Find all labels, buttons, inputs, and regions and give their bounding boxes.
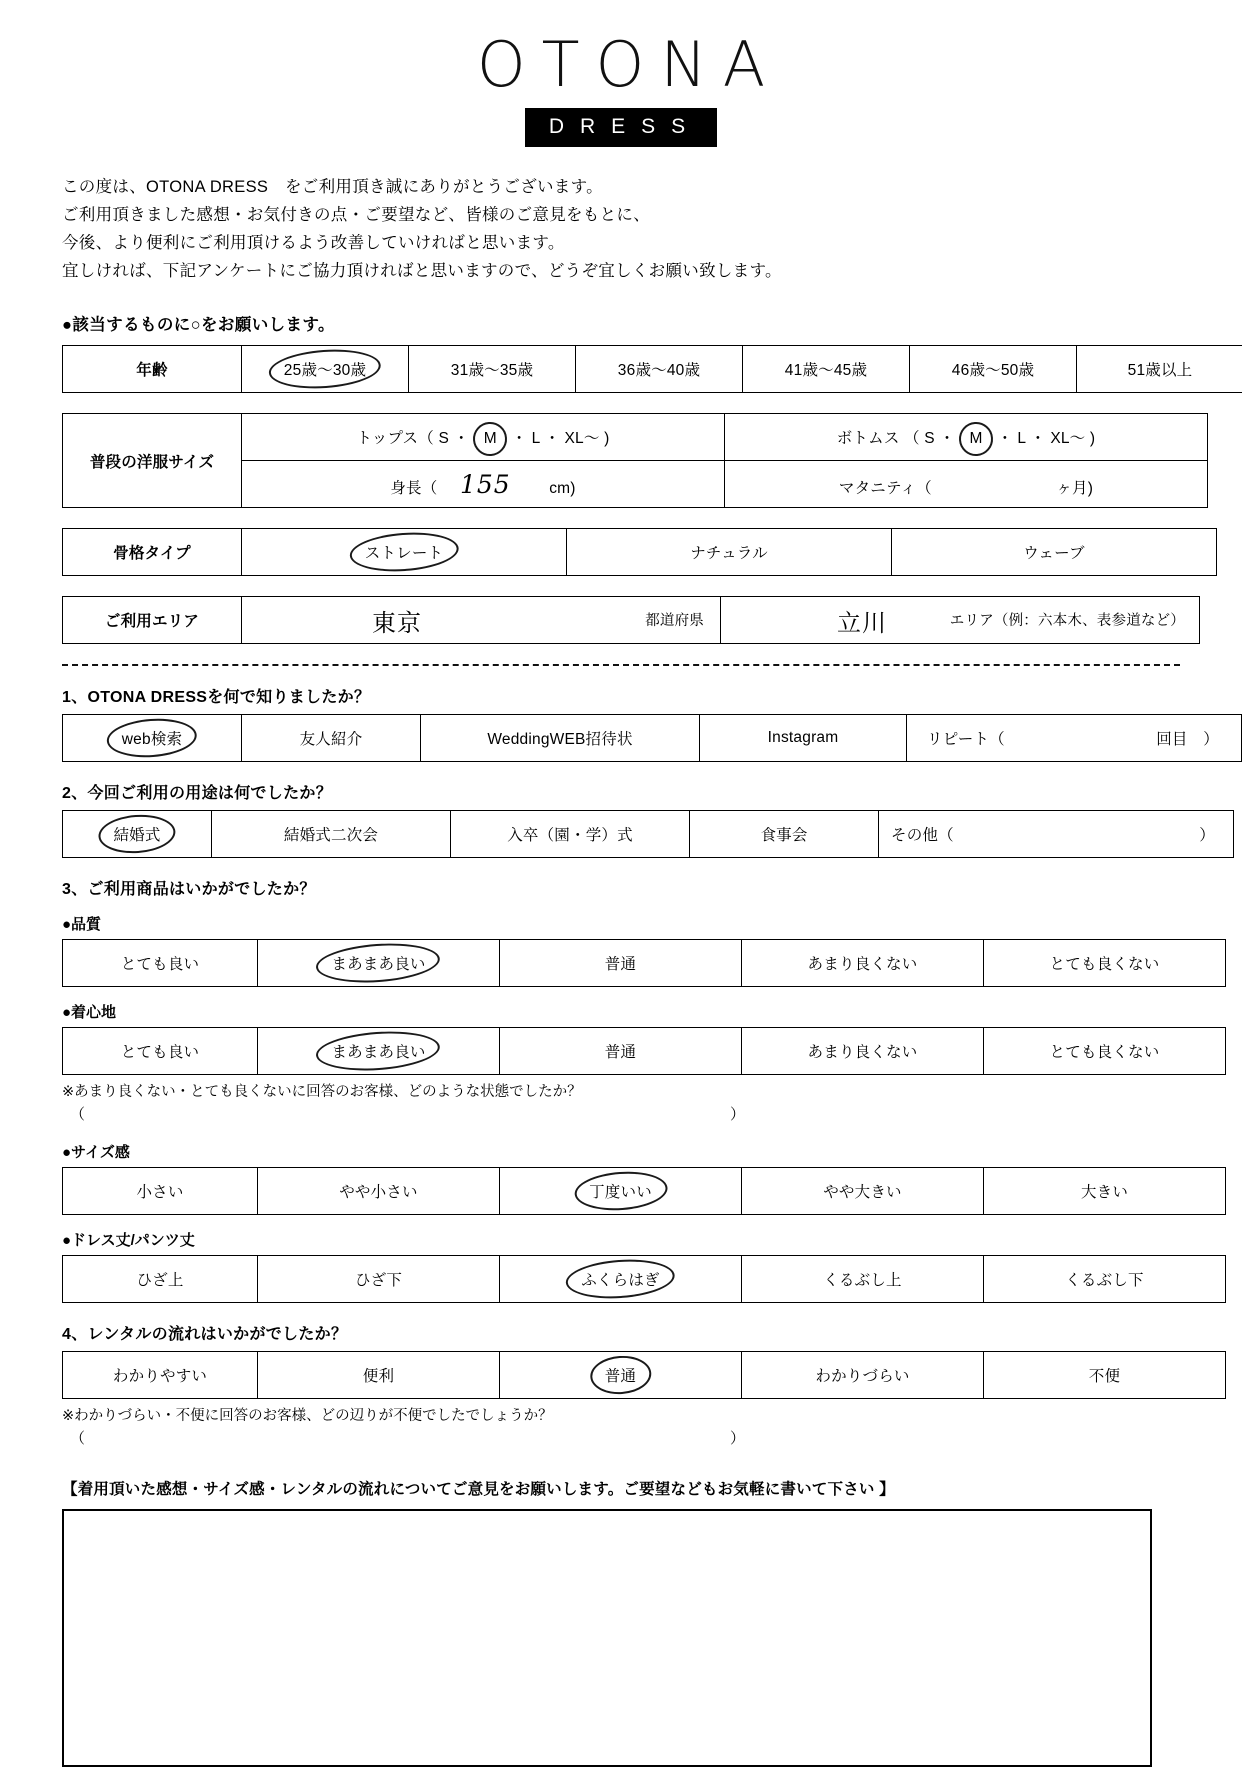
length-option-below-knee[interactable] xyxy=(258,1256,500,1303)
prefecture-cell[interactable] xyxy=(242,597,721,644)
age-option-label: 41歳～45歳 xyxy=(785,362,867,379)
brand-subtitle: DRESS xyxy=(525,108,717,147)
fit-option-just-right[interactable] xyxy=(500,1168,742,1215)
length-option-label: ひざ下 xyxy=(355,1272,402,1289)
length-option-above-ankle[interactable] xyxy=(742,1256,984,1303)
q4-option-confusing[interactable] xyxy=(742,1352,984,1399)
q2-other-close: ） xyxy=(1199,823,1215,845)
paren-open: （ xyxy=(70,1427,85,1448)
q2-option-label: 食事会 xyxy=(760,827,807,844)
comfort-label: ●着心地 xyxy=(62,1001,1242,1022)
q1-option-instagram[interactable] xyxy=(700,715,907,762)
section-divider xyxy=(62,664,1180,666)
frame-option-wave[interactable] xyxy=(892,529,1217,576)
fit-option-slightly-small[interactable] xyxy=(258,1168,500,1215)
frame-option-label: ストレート xyxy=(365,541,444,563)
q4-table xyxy=(62,1351,1226,1399)
fit-option-label: やや小さい xyxy=(339,1184,418,1201)
q4-option-label: わかりづらい xyxy=(815,1368,909,1385)
comfort-option-label: 普通 xyxy=(605,1044,636,1061)
q2-option-afterparty[interactable] xyxy=(212,811,451,858)
area-table xyxy=(62,596,1200,644)
length-option-label: ふくらはぎ xyxy=(581,1268,660,1290)
quality-option-label: あまり良くない xyxy=(808,956,918,973)
length-option-label: くるぶし下 xyxy=(1065,1272,1144,1289)
paren-close: ） xyxy=(730,1427,745,1448)
frame-type-table xyxy=(62,528,1217,576)
fit-option-slightly-large[interactable] xyxy=(742,1168,984,1215)
frame-option-label: ナチュラル xyxy=(690,545,768,562)
height-cell[interactable] xyxy=(242,461,725,508)
q4-option-convenient[interactable] xyxy=(258,1352,500,1399)
fit-option-label: 大きい xyxy=(1081,1184,1128,1201)
question-1-heading: 1、OTONA DRESSを何で知りましたか？ xyxy=(62,684,1242,707)
intro-text xyxy=(62,173,1242,285)
table-row xyxy=(63,1352,1226,1399)
comfort-option-not-so-good[interactable] xyxy=(742,1028,984,1075)
q2-option-label: その他（ xyxy=(891,827,954,844)
table-row xyxy=(63,1256,1226,1303)
q1-option-label: Instagram xyxy=(768,729,839,746)
table-row xyxy=(63,529,1217,576)
table-row xyxy=(63,1168,1226,1215)
question-4-heading: 4、レンタルの流れはいかがでしたか？ xyxy=(62,1321,1242,1344)
q1-option-web-search[interactable] xyxy=(63,715,242,762)
tops-selected-size: M xyxy=(484,430,497,448)
intro-line-3: 今後、より便利にご利用頂けるよう改善していければと思います。 xyxy=(62,229,1242,257)
q1-option-repeat[interactable] xyxy=(907,715,1242,762)
q2-option-ceremony[interactable] xyxy=(451,811,690,858)
age-option-label: 31歳～35歳 xyxy=(451,362,533,379)
height-label: 身長（ xyxy=(390,480,437,497)
quality-option-fairly-good[interactable] xyxy=(258,940,500,987)
fit-option-label: 丁度いい xyxy=(589,1180,652,1202)
comfort-answer-line[interactable] xyxy=(70,1103,1242,1127)
q2-option-other[interactable] xyxy=(879,811,1234,858)
quality-label: ●品質 xyxy=(62,913,1242,934)
q2-option-label: 結婚式 xyxy=(113,823,160,845)
age-option-46-50[interactable] xyxy=(910,346,1077,393)
age-option-36-40[interactable] xyxy=(576,346,743,393)
length-option-label: くるぶし上 xyxy=(823,1272,902,1289)
paren-open: （ xyxy=(70,1103,85,1124)
q2-option-label: 入卒（園・学）式 xyxy=(507,827,633,844)
quality-option-label: とても良くない xyxy=(1050,956,1160,973)
maternity-label: マタニティ（ xyxy=(839,480,932,497)
area-hint: エリア（例：六本木、表参道など） xyxy=(950,609,1185,630)
table-row xyxy=(63,346,1242,393)
table-row xyxy=(63,811,1234,858)
q2-option-label: 結婚式二次会 xyxy=(284,827,378,844)
q4-option-label: わかりやすい xyxy=(113,1368,207,1385)
table-row xyxy=(63,414,1208,461)
age-option-label: 51歳以上 xyxy=(1128,362,1193,379)
q1-option-friend[interactable] xyxy=(242,715,421,762)
maternity-cell[interactable] xyxy=(725,461,1208,508)
comfort-option-label: とても良い xyxy=(121,1044,200,1061)
length-table xyxy=(62,1255,1226,1303)
quality-option-normal[interactable] xyxy=(500,940,742,987)
q4-option-inconvenient[interactable] xyxy=(984,1352,1226,1399)
q2-option-wedding[interactable] xyxy=(63,811,212,858)
section-1-heading: ●該当するものに○をお願いします。 xyxy=(62,311,1242,335)
q4-note: ※わかりづらい・不便に回答のお客様、どの辺りが不便でしたでしょうか？ xyxy=(62,1404,1242,1425)
area-value-cell[interactable] xyxy=(721,597,1200,644)
comfort-option-very-bad[interactable] xyxy=(984,1028,1226,1075)
comfort-table xyxy=(62,1027,1226,1075)
q4-option-easy[interactable] xyxy=(63,1352,258,1399)
maternity-unit: ヶ月) xyxy=(1056,480,1093,497)
quality-option-label: 普通 xyxy=(605,956,636,973)
prefecture-value: 東京 xyxy=(372,609,422,637)
table-row xyxy=(63,597,1200,644)
frame-option-natural[interactable] xyxy=(567,529,892,576)
fit-option-large[interactable] xyxy=(984,1168,1226,1215)
bottoms-selected-size: M xyxy=(970,430,983,448)
area-value: 立川 xyxy=(837,609,887,637)
q2-option-dinner[interactable] xyxy=(690,811,879,858)
q1-table xyxy=(62,714,1242,762)
tops-size-cell[interactable] xyxy=(242,414,725,461)
comfort-option-label: とても良くない xyxy=(1050,1044,1160,1061)
intro-line-1: この度は、OTONA DRESS をご利用頂き誠にありがとうございます。 xyxy=(62,173,1242,201)
free-comment-heading: 【着用頂いた感想・サイズ感・レンタルの流れについてご意見をお願いします。ご要望などもお気軽に書いて下さい 】 xyxy=(62,1477,1242,1499)
q4-option-label: 便利 xyxy=(363,1368,394,1385)
table-row xyxy=(63,940,1226,987)
free-comment-box[interactable] xyxy=(62,1509,1152,1767)
frame-type-label: 骨格タイプ xyxy=(63,529,242,576)
height-value: 155 xyxy=(460,470,511,499)
bottoms-prefix: ボトムス （ S ・ xyxy=(837,430,955,447)
q4-option-normal[interactable] xyxy=(500,1352,742,1399)
prefecture-hint: 都道府県 xyxy=(645,609,704,630)
brand-logo xyxy=(0,0,1242,147)
length-option-below-ankle[interactable] xyxy=(984,1256,1226,1303)
age-option-51-plus[interactable] xyxy=(1077,346,1242,393)
quality-option-label: とても良い xyxy=(121,956,200,973)
comfort-option-label: まあまあ良い xyxy=(331,1040,425,1062)
comfort-option-very-good[interactable] xyxy=(63,1028,258,1075)
frame-option-label: ウェーブ xyxy=(1023,545,1084,562)
age-option-label: 36歳～40歳 xyxy=(618,362,700,379)
q4-option-label: 不便 xyxy=(1089,1368,1120,1385)
fit-option-small[interactable] xyxy=(63,1168,258,1215)
fit-table xyxy=(62,1167,1226,1215)
length-option-calf[interactable] xyxy=(500,1256,742,1303)
fit-option-label: 小さい xyxy=(136,1184,183,1201)
fit-label: ●サイズ感 xyxy=(62,1141,1242,1162)
q1-repeat-count-label: 回目 ） xyxy=(1156,727,1219,749)
quality-option-very-bad[interactable] xyxy=(984,940,1226,987)
age-option-31-35[interactable] xyxy=(409,346,576,393)
comfort-option-label: あまり良くない xyxy=(808,1044,918,1061)
q2-table xyxy=(62,810,1234,858)
q1-option-label: リピート（ xyxy=(927,731,1005,748)
q1-option-label: 友人紹介 xyxy=(300,731,363,748)
clothing-size-label: 普段の洋服サイズ xyxy=(63,414,242,508)
bottoms-size-cell[interactable] xyxy=(725,414,1208,461)
age-table xyxy=(62,345,1242,393)
table-row xyxy=(63,1028,1226,1075)
fit-option-label: やや大きい xyxy=(823,1184,902,1201)
quality-option-not-so-good[interactable] xyxy=(742,940,984,987)
q4-option-label: 普通 xyxy=(605,1364,636,1386)
length-option-above-knee[interactable] xyxy=(63,1256,258,1303)
intro-line-2: ご利用頂きました感想・お気付きの点・ご要望など、皆様のご意見をもとに、 xyxy=(62,201,1242,229)
age-option-label: 46歳～50歳 xyxy=(952,362,1034,379)
quality-table xyxy=(62,939,1226,987)
brand-name: OTONA xyxy=(16,34,1242,96)
paren-close: ） xyxy=(730,1103,745,1124)
comfort-note: ※あまり良くない・とても良くないに回答のお客様、どのような状態でしたか？ xyxy=(62,1080,1242,1101)
intro-line-4: 宜しければ、下記アンケートにご協力頂ければと思いますので、どうぞ宜しくお願い致します。 xyxy=(62,257,1242,285)
area-label: ご利用エリア xyxy=(63,597,242,644)
tops-prefix: トップス（ S ・ xyxy=(357,430,470,447)
table-row xyxy=(63,715,1242,762)
frame-option-straight[interactable] xyxy=(242,529,567,576)
age-option-41-45[interactable] xyxy=(743,346,910,393)
comfort-option-normal[interactable] xyxy=(500,1028,742,1075)
comfort-option-fairly-good[interactable] xyxy=(258,1028,500,1075)
bottoms-suffix: ・ L ・ XL～ ) xyxy=(997,430,1095,447)
height-unit: cm) xyxy=(549,480,575,497)
quality-option-very-good[interactable] xyxy=(63,940,258,987)
q1-option-wedding-web[interactable] xyxy=(421,715,700,762)
clothing-size-table xyxy=(62,413,1208,508)
age-label: 年齢 xyxy=(63,346,242,393)
age-option-label: 25歳～30歳 xyxy=(284,358,366,380)
q1-option-label: WeddingWEB招待状 xyxy=(487,731,632,748)
age-option-25-30[interactable] xyxy=(242,346,409,393)
length-option-label: ひざ上 xyxy=(136,1272,183,1289)
question-2-heading: 2、今回ご利用の用途は何でしたか？ xyxy=(62,780,1242,803)
question-3-heading: 3、ご利用商品はいかがでしたか？ xyxy=(62,876,1242,899)
length-label: ●ドレス丈/パンツ丈 xyxy=(62,1229,1242,1250)
quality-option-label: まあまあ良い xyxy=(331,952,425,974)
tops-suffix: ・ L ・ XL～ ) xyxy=(511,430,609,447)
q4-answer-line[interactable] xyxy=(70,1427,1242,1451)
q1-option-label: web検索 xyxy=(122,727,182,749)
